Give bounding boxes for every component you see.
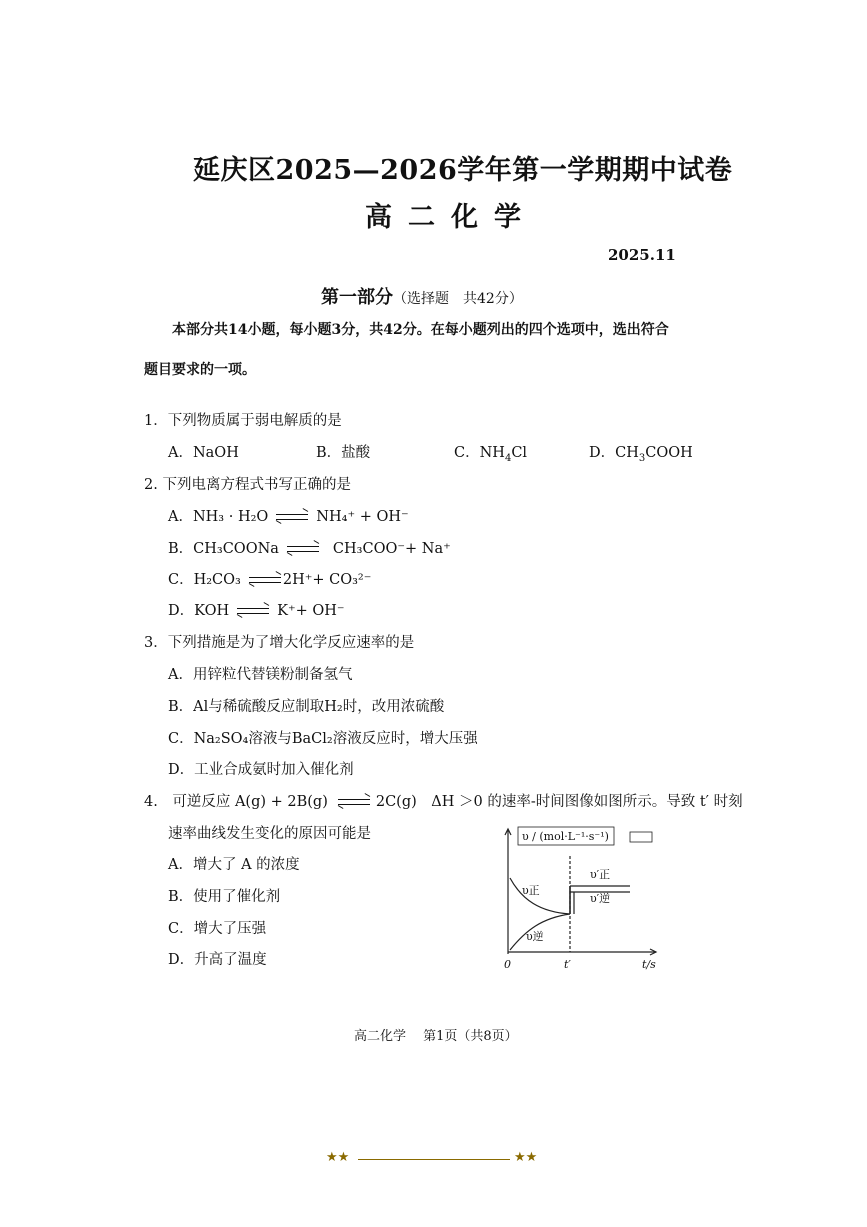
exam-date: 2025.11 — [608, 246, 676, 264]
equilibrium-arrow-icon — [338, 797, 370, 807]
equilibrium-arrow-icon — [237, 606, 269, 616]
q4-option-b: B．使用了催化剂 — [168, 889, 281, 905]
q3-stem: 3．下列措施是为了增大化学反应速率的是 — [144, 635, 415, 651]
q4-option-a: A．增大了 A 的浓度 — [168, 857, 300, 873]
exam-title: 延庆区2025—2026学年第一学期期中试卷 — [193, 155, 733, 186]
q2-option-a — [168, 505, 409, 526]
subject-title: 高二化学 — [365, 202, 537, 233]
q4-stem-right: 2C(g) ΔH ＞0 的速率-时间图像如图所示。导致 t′ 时刻 — [375, 794, 743, 810]
graph-v-forward-new-label: υ′正 — [590, 868, 611, 881]
q4-option-d: D．升高了温度 — [168, 952, 267, 968]
q3-option-c: C．Na₂SO₄溶液与BaCl₂溶液反应时，增大压强 — [168, 731, 478, 747]
q2-c-left: C．H₂CO₃ — [168, 572, 241, 588]
q1-stem: 1．下列物质属于弱电解质的是 — [144, 413, 342, 429]
q3-option-d: D．工业合成氨时加入催化剂 — [168, 762, 354, 778]
q2-a-right: NH₄⁺ + OH⁻ — [316, 509, 409, 525]
q1-c-sub: 4 — [504, 452, 512, 464]
q3-option-b: B．Al与稀硫酸反应制取H₂时，改用浓硫酸 — [168, 699, 445, 715]
graph-v-forward-label: υ正 — [522, 884, 540, 897]
q1-c-pre: C．NH — [454, 445, 505, 461]
q4-stem-line-2: 速率曲线发生变化的原因可能是 — [168, 826, 371, 842]
graph-origin-label: 0 — [504, 958, 511, 971]
q4-stem — [144, 790, 743, 811]
q2-b-right: CH₃COO⁻+ Na⁺ — [332, 541, 451, 557]
q1-d-sub: 3 — [638, 452, 646, 464]
q2-b-left: B．CH₃COONa — [168, 541, 279, 557]
q1-option-a: A．NaOH — [168, 445, 239, 461]
q3-option-a: A．用锌粒代替镁粉制备氢气 — [168, 667, 353, 683]
equilibrium-arrow-icon — [287, 544, 319, 554]
q1-option-b: B．盐酸 — [316, 445, 371, 461]
q1-c-post: Cl — [511, 445, 528, 461]
graph-tprime-label: t′ — [564, 958, 571, 971]
graph-v-reverse-label: υ逆 — [526, 930, 544, 943]
star-decoration-left-icon: ★★ — [326, 1150, 350, 1165]
star-decoration-right-icon: ★★ — [514, 1150, 538, 1165]
graph-v-reverse-new-label: υ′逆 — [590, 892, 611, 905]
graph-ylabel: υ / (mol·L⁻¹·s⁻¹) — [522, 830, 609, 843]
q1-option-c — [454, 441, 527, 464]
q2-option-b — [168, 537, 451, 558]
equilibrium-arrow-icon — [276, 512, 308, 522]
instruction-line-1: 本部分共14小题，每小题3分，共42分。在每小题列出的四个选项中，选出符合 — [172, 322, 669, 338]
q2-option-c — [168, 568, 371, 589]
decorative-divider — [358, 1159, 510, 1160]
q2-c-right: 2H⁺+ CO₃²⁻ — [282, 572, 372, 588]
q2-option-d — [168, 599, 345, 620]
q1-d-post: COOH — [645, 445, 693, 461]
q2-a-left: A．NH₃ · H₂O — [168, 509, 269, 525]
section-note: （选择题 共42分） — [393, 291, 523, 307]
q4-option-c: C．增大了压强 — [168, 921, 267, 937]
instruction-line-2: 题目要求的一项。 — [144, 362, 256, 378]
q4-stem-left: 4. 可逆反应 A(g) + 2B(g) — [144, 794, 328, 810]
section-title: 第一部分 — [321, 287, 393, 308]
rate-time-graph — [490, 826, 675, 976]
q2-d-right: K⁺+ OH⁻ — [277, 603, 345, 619]
forward-rate-curve — [510, 878, 570, 914]
graph-empty-box — [630, 832, 652, 842]
q2-stem: 2. 下列电离方程式书写正确的是 — [144, 477, 351, 493]
graph-xlabel: t/s — [642, 958, 656, 971]
q1-option-d — [589, 441, 693, 464]
q2-d-left: D．KOH — [168, 603, 230, 619]
equilibrium-arrow-icon — [249, 575, 281, 585]
q1-d-pre: D．CH — [589, 445, 639, 461]
section-heading — [321, 283, 523, 309]
page-footer: 高二化学 第1页（共8页） — [354, 1029, 518, 1044]
